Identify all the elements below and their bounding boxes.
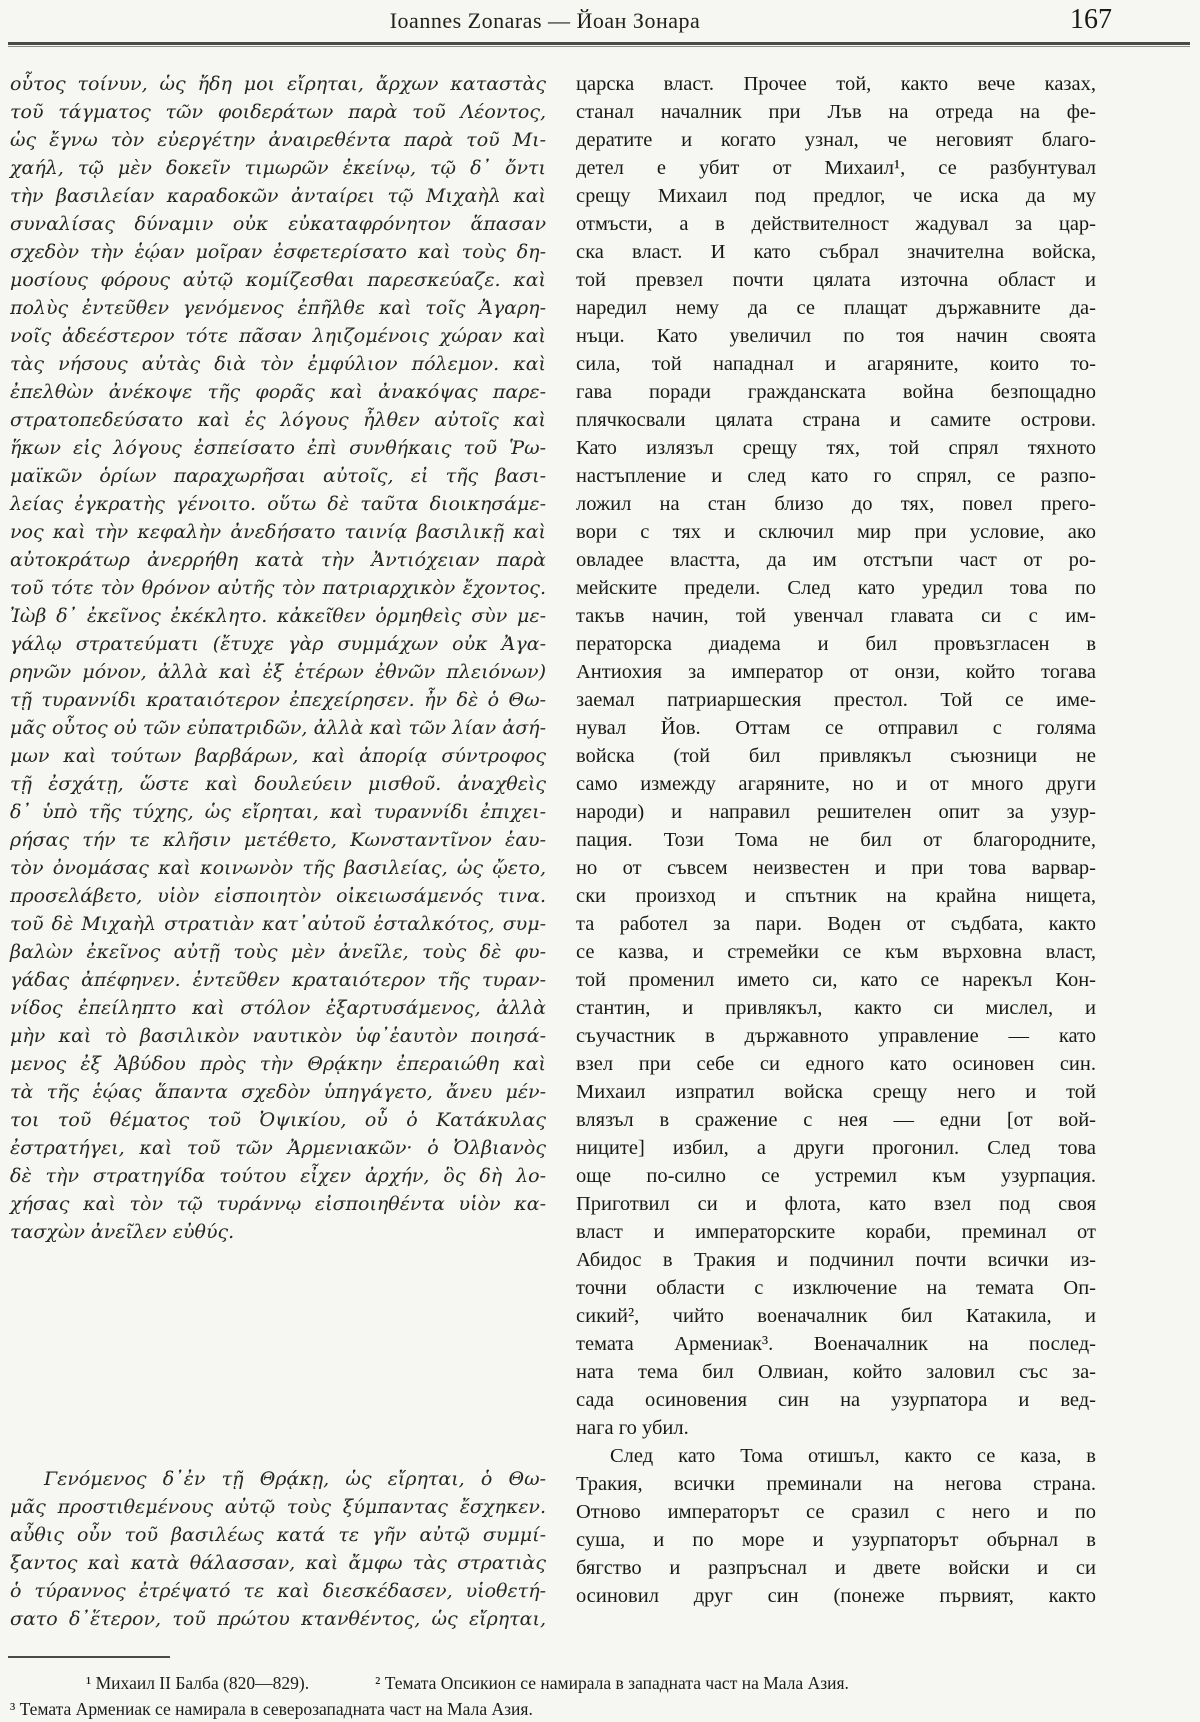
column-gap-spacer [10, 1246, 546, 1465]
text-line: та работел за пари. Воден от съдбата, както [576, 913, 1096, 935]
header-divider-rule [8, 42, 1190, 47]
text-line: αὐτοκράτωρ ἀνερρήθη κατὰ τὴν Ἀντιόχειαν παρὰ [10, 549, 546, 571]
text-line: Тракия, всички преминали на негова страна. [576, 1473, 1096, 1495]
text-line: χήσας καὶ τὸν τῷ τυράννῳ εἰσποιηθέντα υἱὸν κα- [10, 1193, 546, 1215]
text-line: αὖθις οὖν τοῦ βασιλέως κατά τε γῆν αὐτῷ συμμί- [10, 1524, 546, 1546]
footnote-line-1 [10, 1670, 1192, 1696]
text-line: τοῦ τότε τὸν θρόνον αὐτῆς τὸν πατριαρχικὸν ἔχοντος. [10, 577, 546, 599]
text-line: μᾶς οὗτος οὐ τῶν εὐπατριδῶν, ἀλλὰ καὶ τῶν λίαν ἀσή- [10, 717, 546, 739]
text-line: τὸν ὀνομάσας καὶ κοινωνὸν τῆς βασιλείας, ὡς ᾤετο, [10, 857, 546, 879]
footnote-2: ² Темата Опсикион се намирала в западната част на Мала Азия. [375, 1673, 849, 1693]
text-line: сила, той нападнал и агаряните, които то- [576, 353, 1096, 375]
text-line: точни области с изключение на темата Оп- [576, 1277, 1096, 1299]
text-line: μαϊκῶν ὁρίων παραχωρῆσαι αὐτοῖς, εἰ τῆς βασι- [10, 465, 546, 487]
text-line: συναλίσας δύναμιν οὐκ εὐκαταφρόνητον ἅπασαν [10, 213, 546, 235]
text-line: той променил името си, като се нарекъл Кон- [576, 969, 1096, 991]
text-line: срещу Михаил под предлог, че иска да му [576, 185, 1096, 207]
text-line: μὴν καὶ τὸ βασιλικὸν ναυτικὸν ὑφ᾽ἑαυτὸν ποιησά- [10, 1025, 546, 1047]
text-line: нъци. Като увеличил по тоя начин своята [576, 325, 1096, 347]
text-line: темата Армениак³. Военачалник на послед- [576, 1333, 1096, 1355]
text-line: влязъл в сражение с нея — едни [от вой- [576, 1109, 1096, 1131]
text-line: такъв начин, той увенчал главата си с им- [576, 605, 1096, 627]
text-line: νοῖς ἀδεέστερον τότε πᾶσαν ληιζομένοις χώραν καὶ [10, 325, 546, 347]
bulgarian-paragraph-2 [576, 1442, 1096, 1610]
text-line: ски произход и спътник на крайна нищета, [576, 885, 1096, 907]
text-line: гава поради гражданската война безпощадно [576, 381, 1096, 403]
text-line: γάδας ἀπέφηνεν. ἐντεῦθεν κραταιότερον τῆς τυραν- [10, 969, 546, 991]
footnote-3: ³ Темата Армениак се намирала в северозападната част на Мала Азия. [10, 1699, 533, 1719]
text-line: стантин, и привлякъл, както си мислел, и [576, 997, 1096, 1019]
text-line: πολὺς ἐντεῦθεν γενόμενος ἐπῆλθε καὶ τοῖς Ἀγαρη- [10, 297, 546, 319]
text-line: нага го убил. [576, 1417, 689, 1439]
text-line: δ᾽ ὑπὸ τῆς τύχης, ὡς εἴρηται, καὶ τυραννίδι ἐπιχει- [10, 801, 546, 823]
text-line: пация. Този Тома не бил от благородните, [576, 829, 1096, 851]
text-line: ска власт. И като събрал значителна войска, [576, 241, 1096, 263]
text-line: народи) и направил решителен опит за узур- [576, 801, 1096, 823]
text-line: той превзел почти цялата източна област и [576, 269, 1096, 291]
text-line: τοῦ τάγματος τῶν φοιδεράτων παρὰ τοῦ Λέοντος, [10, 101, 546, 123]
text-line: Абидос в Тракия и подчинил почти всички из- [576, 1249, 1096, 1271]
text-line: детел е убит от Михаил¹, се разбунтувал [576, 157, 1096, 179]
text-line: Отново императорът се сразил с него и по [576, 1501, 1096, 1523]
bulgarian-text-column [576, 70, 1096, 1610]
text-line: станал началник при Лъв на отреда на фе- [576, 101, 1096, 123]
text-line: λείας ἐγκρατὴς γένοιτο. οὕτω δὲ ταῦτα διοικησάμε- [10, 493, 546, 515]
bulgarian-paragraph-1 [576, 70, 1096, 1442]
text-line: τασχὼν ἀνεῖλεν εὐθύς. [10, 1221, 235, 1243]
text-line: царска власт. Прочее той, както вече казах, [576, 73, 1096, 95]
text-line: τῇ τυραννίδι κραταιότερον ἐπεχείρησεν. ἦν δὲ ὁ Θω- [10, 689, 546, 711]
text-line: настъпление и след като го спрял, се разпо- [576, 465, 1096, 487]
text-line: ната тема бил Олвиан, който заловил със за- [576, 1361, 1096, 1383]
page-header-title: Ioannes Zonaras — Йоан Зонара [389, 8, 701, 33]
text-line: τοι τοῦ θέματος τοῦ Ὀψικίου, οὗ ὁ Κατάκυλας [10, 1109, 546, 1131]
text-line: осиновил друг син (понеже първият, както [576, 1585, 1096, 1607]
text-line: νίδος ἐπείληπτο καὶ στόλον ἐξαρτυσάμενος, ἀλλὰ [10, 997, 546, 1019]
text-line: βαλὼν ἐκεῖνος αὐτῇ τοὺς μὲν ἀνεῖλε, τοὺς δὲ φυ- [10, 941, 546, 963]
text-line: отмъсти, а в действителност жадувал за цар- [576, 213, 1096, 235]
text-line: плячкосвали цялата страна и самите острови. [576, 409, 1096, 431]
text-line: Γενόμενος δ᾽ἐν τῇ Θρᾴκῃ, ὡς εἴρηται, ὁ Θω- [44, 1468, 546, 1490]
text-line: τὰ τῆς ἑῴας ἅπαντα σχεδὸν ὑπηγάγετο, ἄνευ μέν- [10, 1081, 546, 1103]
text-line: ἥκων εἰς λόγους ἐσπείσατο ἐπὶ συνθήκαις τοῦ Ῥω- [10, 437, 546, 459]
text-line: ἐπελθὼν ἀνέκοψε τῆς φορᾶς καὶ ἀνακόψας παρε- [10, 381, 546, 403]
text-line: ὁ τύραννος ἐτρέψατό τε καὶ διεσκέδασεν, υἱοθετή- [10, 1580, 546, 1602]
text-line: τὴν βασιλείαν καραδοκῶν ἀνταίρει τῷ Μιχαὴλ καὶ [10, 185, 546, 207]
greek-paragraph-1 [10, 70, 546, 1246]
text-line: войска (той бил привлякъл съюзници не [576, 745, 1096, 767]
text-line: бягство и разпръснал и двете войски и си [576, 1557, 1096, 1579]
greek-text-column [10, 70, 546, 1633]
footnote-1: ¹ Михаил II Балба (820—829). [86, 1673, 310, 1693]
text-line: γάλῳ στρατεύματι (ἔτυχε γὰρ συμμάχων οὐκ Ἀγα- [10, 633, 546, 655]
text-line: сикий², чийто военачалник бил Катакила, и [576, 1305, 1096, 1327]
text-line: ἐστρατήγει, καὶ τοῦ τῶν Ἀρμενιακῶν· ὁ Ὀλβιανὸς [10, 1137, 546, 1159]
text-line: суша, и по море и узурпаторът обърнал в [576, 1529, 1096, 1551]
text-line: наредил нему да се плащат държавните да- [576, 297, 1096, 319]
greek-paragraph-2 [10, 1465, 546, 1633]
text-line: вори с тях и сключил мир при условие, ако [576, 521, 1096, 543]
text-line: ниците] избил, а други прогонил. След това [576, 1137, 1096, 1159]
text-line: се казва, и стремейки се към върховна власт, [576, 941, 1096, 963]
text-line: само измежду агаряните, но и от много други [576, 773, 1096, 795]
text-line: още по-силно се устремил към узурпация. [576, 1165, 1096, 1187]
text-line: τῇ ἐσχάτῃ, ὥστε καὶ δουλεύειν μισθοῦ. ἀναχθεὶς [10, 773, 546, 795]
text-line: χαήλ, τῷ μὲν δοκεῖν τιμωρῶν ἐκείνῳ, τῷ δ᾽ ὄντι [10, 157, 546, 179]
text-line: ператорска диадема и бил провъзгласен в [576, 633, 1096, 655]
text-line: δὲ τὴν στρατηγίδα τούτου εἶχεν ἀρχήν, ὃς δὴ λο- [10, 1165, 546, 1187]
text-line: съучастник в държавното управление — като [576, 1025, 1096, 1047]
text-line: След като Тома отишъл, както се каза, в [610, 1445, 1096, 1467]
text-line: власт и императорските кораби, преминал от [576, 1221, 1096, 1243]
text-line: Като излязъл срещу тях, той спрял тяхното [576, 437, 1096, 459]
text-line: ложил на стан близо до тях, повел прего- [576, 493, 1096, 515]
text-line: взел при себе си едного като осиновен син. [576, 1053, 1096, 1075]
text-line: сада осиновения син на узурпатора и вед- [576, 1389, 1096, 1411]
text-line: дератите и когато узнал, че неговият благо- [576, 129, 1096, 151]
text-line: овладее властта, да им отстъпи част от ро- [576, 549, 1096, 571]
text-line: στρατοπεδεύσατο καὶ ἐς λόγους ἦλθεν αὐτοῖς καὶ [10, 409, 546, 431]
page-number: 167 [1070, 4, 1112, 35]
text-line: Приготвил си и флота, като взел под своя [576, 1193, 1096, 1215]
text-line: но от съвсем неизвестен и при това варвар- [576, 857, 1096, 879]
text-line: ὡς ἔγνω τὸν εὐεργέτην ἀναιρεθέντα παρὰ τοῦ Μι- [10, 129, 546, 151]
text-line: Ἰὼβ δ᾽ ἐκεῖνος ἐκέκλητο. κἀκεῖθεν ὁρμηθεὶς σὺν με- [10, 605, 546, 627]
text-line: τοῦ δὲ Μιχαὴλ στρατιὰν κατ᾽αὐτοῦ ἐσταλκότος, συμ- [10, 913, 546, 935]
text-line: ξαντος καὶ κατὰ θάλασσαν, καὶ ἄμφω τὰς στρατιὰς [10, 1552, 546, 1574]
footnotes-block [10, 1670, 1192, 1722]
text-line: σχεδὸν τὴν ἑῴαν μοῖραν ἐσφετερίσατο καὶ τοὺς δη- [10, 241, 546, 263]
text-line: μενος ἐξ Ἀβύδου πρὸς τὴν Θρᾴκην ἐπεραιώθη καὶ [10, 1053, 546, 1075]
footnote-separator-rule [8, 1656, 170, 1658]
text-line: нувал Йов. Оттам се отправил с голяма [576, 717, 1096, 739]
text-line: μων καὶ τούτων βαρβάρων, καὶ ἀπορίᾳ σύντροφος [10, 745, 546, 767]
text-line: μοσίους φόρους αὐτῷ κομίζεσθαι παρεσκεύαζε. καὶ [10, 269, 546, 291]
text-line: μᾶς προστιθεμένους αὐτῷ τοὺς ξύμπαντας ἔσχηκεν. [10, 1496, 546, 1518]
text-line: τὰς νήσους αὐτὰς διὰ τὸν ἐμφύλιον πόλεμον. καὶ [10, 353, 546, 375]
footnote-line-2 [10, 1696, 1192, 1722]
text-line: Михаил изпратил войска срещу него и той [576, 1081, 1096, 1103]
text-line: νος καὶ τὴν κεφαλὴν ἀνεδήσατο ταινίᾳ βασιλικῇ καὶ [10, 521, 546, 543]
text-line: ρήσας τήν τε κλῆσιν μετέθετο, Κωνσταντῖνον ἑαυ- [10, 829, 546, 851]
text-line: προσελάβετο, υἱὸν εἰσποιητὸν οἰκειωσάμενός τινα. [10, 885, 546, 907]
text-line: Антиохия за император от онзи, който тогава [576, 661, 1096, 683]
text-line: ρηνῶν μόνον, ἀλλὰ καὶ ἐξ ἑτέρων ἐθνῶν πλειόνων) [10, 661, 546, 683]
text-line: заемал патриаршеския престол. Той се име- [576, 689, 1096, 711]
text-line: οὗτος τοίνυν, ὡς ἤδη μοι εἴρηται, ἄρχων καταστὰς [10, 73, 546, 95]
text-line: σατο δ᾽ἕτερον, τοῦ πρώτου κτανθέντος, ὡς εἴρηται, [10, 1608, 546, 1630]
text-line: мейските предели. След като уредил това по [576, 577, 1096, 599]
